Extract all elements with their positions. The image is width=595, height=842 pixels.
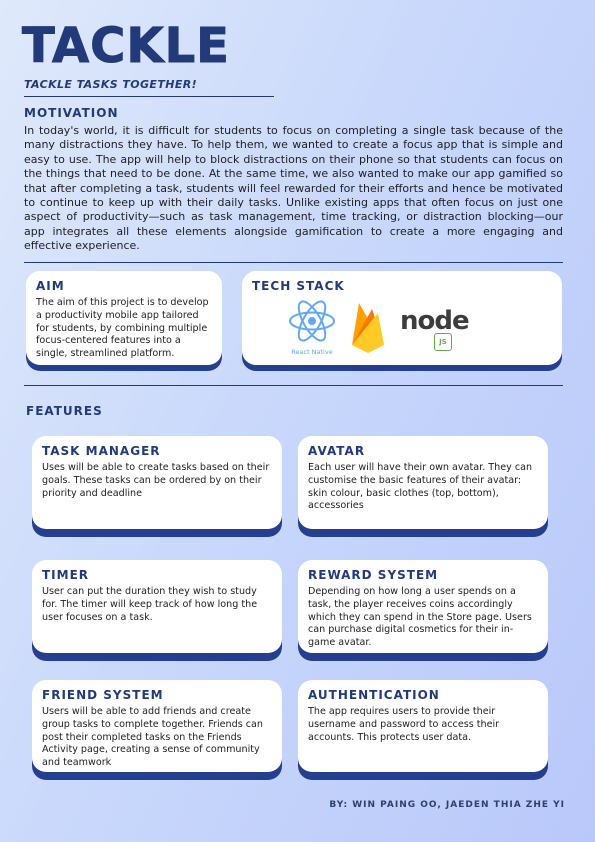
feature-text: Users will be able to add friends and create group tasks to complete together. Friends can post their completed tasks on the Friends Activity page, creating a sense of community and teamwork: [42, 706, 264, 769]
feature-text: The app requires users to provide their username and password to access their accounts. This protects user data.: [308, 706, 500, 743]
feature-card-task-manager: [32, 436, 282, 529]
feature-title: AUTHENTICATION: [308, 688, 440, 702]
feature-card-avatar: [298, 436, 548, 529]
node-wordmark: node: [400, 306, 469, 336]
react-native-label: React Native: [291, 348, 333, 356]
feature-card-friend-system: [32, 680, 282, 772]
byline: BY: WIN PAING OO, JAEDEN THIA ZHE YI: [329, 800, 565, 810]
feature-text: Uses will be able to create tasks based on their goals. These tasks can be ordered by on their priority and deadline: [42, 462, 270, 499]
motivation-heading: MOTIVATION: [24, 106, 119, 120]
tech-stack-card: [242, 271, 562, 365]
feature-title: TASK MANAGER: [42, 444, 161, 458]
feature-title: REWARD SYSTEM: [308, 568, 439, 582]
page-title: TACKLE: [22, 18, 230, 74]
aim-text: The aim of this project is to develop a productivity mobile app tailored for students, by combining multiple focus-centered features into a single, streamlined platform.: [36, 297, 209, 360]
header-divider: [24, 96, 274, 97]
tech-stack-heading: TECH STACK: [252, 279, 345, 293]
nodejs-icon: [400, 307, 490, 359]
feature-card-authentication: [298, 680, 548, 772]
feature-card-reward-system: [298, 560, 548, 653]
feature-card-timer: [32, 560, 282, 653]
features-divider: [24, 385, 563, 386]
tech-logos: [286, 299, 496, 359]
firebase-icon: [348, 299, 388, 359]
feature-text: Depending on how long a user spends on a task, the player receives coins accordingly which they can spend in the Store page. Users can purchase digital cosmetics for their in-game avatar.: [308, 586, 532, 649]
aim-card: [26, 271, 222, 365]
feature-title: FRIEND SYSTEM: [42, 688, 164, 702]
feature-title: AVATAR: [308, 444, 366, 458]
js-badge: JS: [434, 333, 452, 351]
feature-text: Each user will have their own avatar. They can customise the basic features of their avatar: skin colour, basic clothes (top, bottom), accessories: [308, 462, 533, 512]
tagline: TACKLE TASKS TOGETHER!: [24, 78, 198, 91]
aim-heading: AIM: [36, 279, 65, 293]
motivation-text: In today's world, it is difficult for students to focus on completing a single task because of the many distractions they have. To help them, we wanted to create a focus app that is simple and easy to use. The app will help to block distractions on their phone so that students can focus on the things that need to be done. At the same time, we also wanted to make our app gamified so that after completing a task, students will feel rewarded for their efforts and hence be motivated to continue to keep up with their daily tasks. Unlike existing apps that often focus on just one aspect of productivity—such as task management, time tracking, or distraction blocking—our app integrates all these elements alongside gamification to create a more engaging and effective experience.: [24, 124, 563, 253]
feature-text: User can put the duration they wish to study for. The timer will keep track of how long the user focuses on a task.: [42, 586, 258, 623]
feature-title: TIMER: [42, 568, 90, 582]
react-native-icon: [286, 299, 338, 359]
features-heading: FEATURES: [26, 404, 103, 418]
motivation-divider: [24, 262, 563, 263]
